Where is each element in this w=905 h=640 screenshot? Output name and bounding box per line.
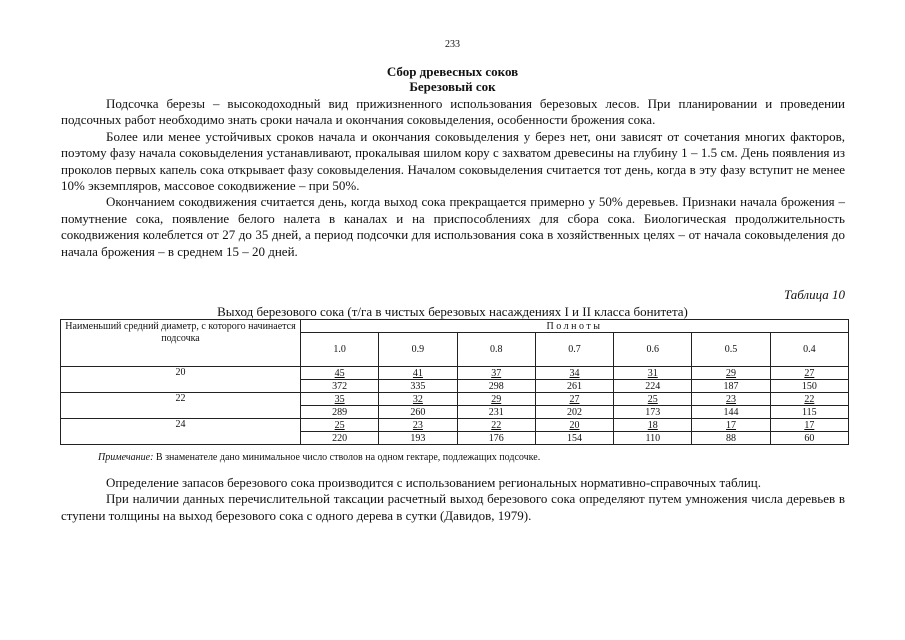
density-value: 0.9 (379, 333, 457, 367)
table-row (61, 419, 849, 432)
yield-value: 25 (614, 393, 692, 406)
diameter-header: Наименьший средний диаметр, с которого начинается подсочка (61, 320, 301, 367)
yield-value: 37 (457, 367, 535, 380)
density-header: Полноты (301, 320, 849, 333)
section-subheading: Березовый сок (409, 79, 496, 94)
table-row (61, 393, 849, 406)
stem-count: 173 (614, 406, 692, 419)
diameter-cell: 22 (61, 393, 301, 419)
table-note (98, 452, 540, 463)
table-label: Таблица 10 (783, 287, 845, 302)
stem-count: 187 (692, 380, 770, 393)
table-caption: Выход березового сока (т/га в чистых березовых насаждениях I и II класса бонитета) (217, 304, 688, 319)
stem-count: 60 (770, 432, 848, 445)
stem-count: 231 (457, 406, 535, 419)
stem-count: 220 (301, 432, 379, 445)
section-heading: Сбор древесных соков (386, 64, 519, 79)
intro-text (61, 96, 845, 260)
density-value: 0.8 (457, 333, 535, 367)
note-label: Примечание: (98, 452, 154, 463)
note-text: В знаменателе дано минимальное число стволов на одном гектаре, подлежащих подсочке. (153, 452, 541, 463)
yield-value: 27 (535, 393, 613, 406)
yield-value: 31 (614, 367, 692, 380)
paragraph: Окончанием сокодвижения считается день, когда выход сока прекращается примерно у 50% деревьев. Признаки начала брожения – помутнение сока, появление белого налета в каналах и на приспособлениях для сбора сока. Биологическая продолжительность сокодвижения колеблется от 27 до 35 дней, а период подсочки для использования сока в хозяйственных целях – от начала соковыделения до начала брожения – в среднем 15 – 20 дней. (61, 194, 845, 259)
density-value: 0.4 (770, 333, 848, 367)
stem-count: 260 (379, 406, 457, 419)
sap-yield-table (60, 319, 849, 445)
stem-count: 110 (614, 432, 692, 445)
density-value: 0.7 (535, 333, 613, 367)
stem-count: 261 (535, 380, 613, 393)
stem-count: 115 (770, 406, 848, 419)
yield-value: 27 (770, 367, 848, 380)
yield-value: 18 (614, 419, 692, 432)
yield-value: 17 (770, 419, 848, 432)
stem-count: 289 (301, 406, 379, 419)
stem-count: 154 (535, 432, 613, 445)
stem-count: 372 (301, 380, 379, 393)
page-number: 233 (445, 39, 460, 50)
paragraph: При наличии данных перечислительной таксации расчетный выход березового сока определяют путем умножения числа деревьев в ступени толщины на выход березового сока с одного дерева в сутки (Давидов, 1979). (61, 491, 845, 523)
yield-value: 41 (379, 367, 457, 380)
yield-value: 22 (457, 419, 535, 432)
paragraph: Подсочка березы – высокодоходный вид прижизненного использования березовых лесов. При планировании и проведении подсочных работ необходимо знать сроки начала и окончания соковыделения, особенности брожения сока. (61, 96, 845, 128)
density-value: 1.0 (301, 333, 379, 367)
yield-value: 22 (770, 393, 848, 406)
yield-value: 17 (692, 419, 770, 432)
yield-value: 45 (301, 367, 379, 380)
yield-value: 25 (301, 419, 379, 432)
diameter-cell: 24 (61, 419, 301, 445)
stem-count: 150 (770, 380, 848, 393)
yield-value: 20 (535, 419, 613, 432)
density-value: 0.5 (692, 333, 770, 367)
yield-value: 34 (535, 367, 613, 380)
paragraph: Более или менее устойчивых сроков начала и окончания соковыделения у берез нет, они зависят от сочетания многих факторов, поэтому фазу начала соковыделения устанавливают, прокалывая шилом кору с захватом древесины на глубину 1 – 1.5 см. День появления из проколов первых капель сока открывает фазу соковыделения. Началом соковыделения считается тот день, когда в эту фазу вступит не менее 10% экземпляров, массовое сокодвижение – при 50%. (61, 128, 845, 194)
stem-count: 193 (379, 432, 457, 445)
closing-text (61, 475, 845, 524)
stem-count: 335 (379, 380, 457, 393)
stem-count: 144 (692, 406, 770, 419)
paragraph: Определение запасов березового сока производится с использованием региональных нормативно-справочных таблиц. (106, 475, 761, 490)
yield-value: 29 (457, 393, 535, 406)
density-value: 0.6 (614, 333, 692, 367)
stem-count: 88 (692, 432, 770, 445)
stem-count: 298 (457, 380, 535, 393)
yield-value: 35 (301, 393, 379, 406)
yield-value: 23 (379, 419, 457, 432)
stem-count: 176 (457, 432, 535, 445)
stem-count: 202 (535, 406, 613, 419)
yield-value: 23 (692, 393, 770, 406)
yield-value: 32 (379, 393, 457, 406)
yield-value: 29 (692, 367, 770, 380)
stem-count: 224 (614, 380, 692, 393)
table-row (61, 367, 849, 380)
diameter-cell: 20 (61, 367, 301, 393)
